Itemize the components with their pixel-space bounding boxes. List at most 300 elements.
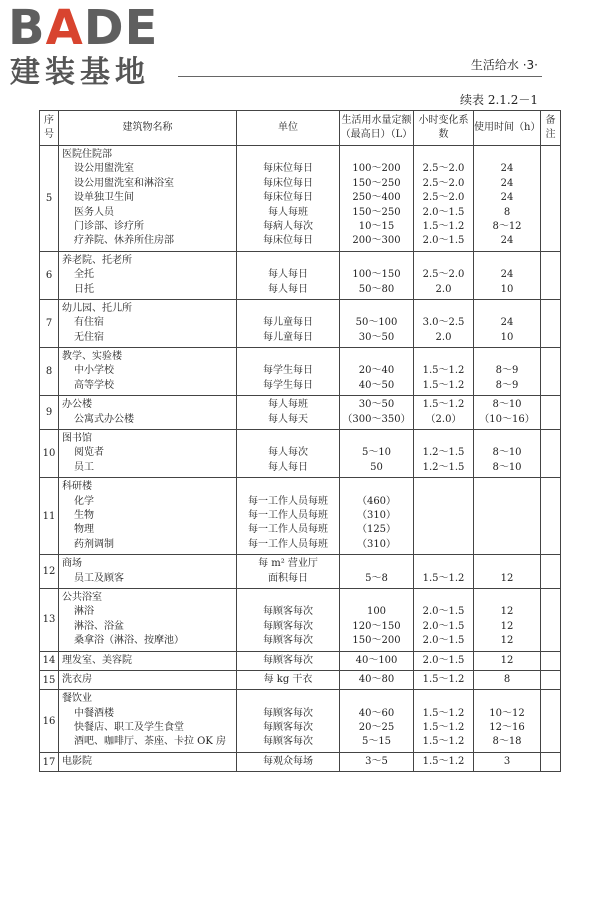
unit-line: 每人每日: [268, 283, 308, 295]
unit-line: 每一工作人员每班: [248, 509, 328, 521]
hours-line: [474, 692, 540, 706]
kh-cell: [414, 348, 474, 396]
name-line: 理发室、美容院: [62, 654, 132, 666]
unit-line: 每人每班: [268, 206, 308, 218]
kh-line: 2.5～2.0: [422, 177, 465, 189]
unit-cell: [237, 146, 340, 252]
name-line: 设单独卫生间: [74, 192, 134, 204]
hours-cell: [474, 670, 541, 689]
hours-line: [474, 591, 540, 605]
hours-line: [474, 495, 540, 509]
name-line: 设公用盥洗室: [74, 163, 134, 175]
header-unit: 单位: [237, 111, 340, 146]
quota-cell: [340, 690, 414, 753]
hours-cell: [474, 478, 541, 555]
name-line: 物理: [74, 524, 94, 536]
header-no: 序号: [40, 111, 59, 146]
kh-line: 1.5～1.2: [422, 673, 465, 685]
quota-line: 20～25: [358, 722, 395, 734]
hours-line: 8～12: [492, 220, 522, 232]
unit-line: 每学生每日: [263, 379, 313, 391]
unit-cell: [237, 430, 340, 478]
remark-cell: [541, 670, 561, 689]
unit-line: 每儿童每日: [263, 331, 313, 343]
name-line: 门诊部、诊疗所: [74, 220, 144, 232]
kh-line: [414, 350, 473, 364]
quota-line: [340, 432, 413, 446]
header-hours: 使用时间（h）: [474, 111, 541, 146]
unit-line: 每顾客每次: [263, 722, 313, 734]
name-line: 图书馆: [62, 433, 92, 445]
hours-line: 12: [500, 606, 514, 618]
quota-cell: [340, 752, 414, 771]
hours-line: 12: [500, 572, 514, 584]
kh-line: 2.5～2.0: [422, 192, 465, 204]
name-cell: [59, 690, 237, 753]
name-line: 公共浴室: [62, 591, 102, 603]
logo-wordmark: BADE: [8, 0, 159, 56]
name-cell: [59, 752, 237, 771]
kh-line: [414, 538, 473, 552]
unit-line: [237, 148, 339, 162]
quota-line: [340, 302, 413, 316]
name-line: 养老院、托老所: [62, 254, 132, 266]
quota-line: 40～80: [358, 673, 395, 685]
quota-line: 50～80: [358, 283, 395, 295]
kh-line: [414, 523, 473, 537]
unit-line: [237, 302, 339, 316]
hours-line: 8: [503, 673, 511, 685]
hours-line: [474, 557, 540, 571]
name-line: 办公楼: [62, 399, 92, 411]
kh-line: [414, 432, 473, 446]
hours-line: [474, 254, 540, 268]
quota-line: （460）: [356, 495, 397, 507]
name-line: 生物: [74, 509, 94, 521]
quota-cell: [340, 348, 414, 396]
hours-line: 24: [500, 235, 514, 247]
hours-line: 8～10: [492, 399, 522, 411]
name-cell: [59, 478, 237, 555]
unit-line: [237, 591, 339, 605]
quota-line: [340, 591, 413, 605]
table-row: [40, 478, 561, 555]
name-cell: [59, 430, 237, 478]
name-cell: [59, 651, 237, 670]
table-row: [40, 430, 561, 478]
name-line: 教学、实验楼: [62, 351, 122, 363]
row-number: 11: [40, 478, 59, 555]
kh-line: [414, 692, 473, 706]
name-cell: [59, 670, 237, 689]
hours-line: [474, 350, 540, 364]
unit-line: 每学生每日: [263, 365, 313, 377]
kh-cell: [414, 752, 474, 771]
kh-line: 1.2～1.5: [422, 447, 465, 459]
kh-cell: [414, 651, 474, 670]
kh-line: （2.0）: [425, 413, 462, 425]
quota-line: 10～15: [358, 220, 395, 232]
kh-cell: [414, 588, 474, 651]
hours-line: 12: [500, 654, 514, 666]
hours-cell: [474, 588, 541, 651]
unit-line: 每顾客每次: [263, 606, 313, 618]
name-line: 洗衣房: [62, 673, 92, 685]
quota-cell: [340, 588, 414, 651]
name-cell: [59, 251, 237, 299]
table-row: [40, 146, 561, 252]
unit-line: 每人每次: [268, 447, 308, 459]
row-number: 14: [40, 651, 59, 670]
name-cell: [59, 588, 237, 651]
quota-line: 150～200: [352, 635, 401, 647]
table-row: [40, 251, 561, 299]
kh-cell: [414, 690, 474, 753]
kh-line: 1.5～1.2: [422, 722, 465, 734]
kh-line: 1.5～1.2: [422, 572, 465, 584]
hours-cell: [474, 299, 541, 347]
remark-cell: [541, 752, 561, 771]
logo-subtitle: 建装基地: [10, 55, 150, 90]
hours-line: [474, 302, 540, 316]
unit-cell: [237, 752, 340, 771]
unit-line: [237, 480, 339, 494]
name-line: 设公用盥洗室和淋浴室: [74, 177, 174, 189]
unit-line: 面积每日: [268, 572, 308, 584]
name-line: 商场: [62, 558, 82, 570]
kh-line: [414, 509, 473, 523]
row-number: 9: [40, 396, 59, 430]
quota-line: 5～8: [365, 572, 388, 584]
hours-cell: [474, 430, 541, 478]
unit-line: 每 kg 干衣: [263, 673, 313, 685]
table-row: [40, 690, 561, 753]
hours-line: 24: [500, 192, 514, 204]
quota-line: 5～15: [361, 736, 392, 748]
remark-cell: [541, 430, 561, 478]
unit-cell: [237, 670, 340, 689]
quota-line: （300～350）: [342, 413, 411, 425]
hours-cell: [474, 146, 541, 252]
quota-cell: [340, 478, 414, 555]
name-cell: [59, 146, 237, 252]
unit-line: 每顾客每次: [263, 635, 313, 647]
table-row: [40, 588, 561, 651]
table-row: [40, 299, 561, 347]
running-head: 生活给水 ·3·: [470, 58, 538, 72]
name-cell: [59, 348, 237, 396]
table-caption: 续表 2.1.2－1: [460, 93, 538, 107]
row-number: 7: [40, 299, 59, 347]
kh-cell: [414, 299, 474, 347]
kh-cell: [414, 396, 474, 430]
quota-cell: [340, 396, 414, 430]
row-number: 12: [40, 555, 59, 589]
hours-line: 8～18: [492, 736, 522, 748]
remark-cell: [541, 348, 561, 396]
hours-line: （10～16）: [479, 413, 535, 425]
header-quota: 生活用水量定额（最高日）（L）: [340, 111, 414, 146]
kh-line: 1.5～1.2: [422, 755, 465, 767]
row-number: 8: [40, 348, 59, 396]
hours-line: 12: [500, 635, 514, 647]
hours-line: [474, 432, 540, 446]
name-cell: [59, 396, 237, 430]
row-number: 15: [40, 670, 59, 689]
unit-line: 每床位每日: [263, 192, 313, 204]
name-line: 快餐店、职工及学生食堂: [74, 722, 184, 734]
kh-cell: [414, 670, 474, 689]
row-number: 13: [40, 588, 59, 651]
remark-cell: [541, 651, 561, 670]
hours-line: [474, 538, 540, 552]
kh-line: 2.0～1.5: [422, 235, 465, 247]
remark-cell: [541, 690, 561, 753]
unit-line: [237, 692, 339, 706]
table-row: [40, 651, 561, 670]
hours-line: 24: [500, 269, 514, 281]
kh-cell: [414, 251, 474, 299]
quota-line: 250～400: [352, 192, 401, 204]
hours-cell: [474, 651, 541, 670]
unit-cell: [237, 555, 340, 589]
table-row: [40, 752, 561, 771]
hours-line: 24: [500, 177, 514, 189]
unit-cell: [237, 299, 340, 347]
hours-line: 8～10: [492, 447, 522, 459]
hours-cell: [474, 555, 541, 589]
unit-line: 每人每天: [268, 413, 308, 425]
unit-line: 每床位每日: [263, 177, 313, 189]
unit-cell: [237, 651, 340, 670]
table-body: [40, 146, 561, 772]
quota-cell: [340, 555, 414, 589]
kh-line: 3.0～2.5: [422, 317, 465, 329]
hours-line: 12～16: [489, 722, 525, 734]
quota-line: 40～60: [358, 707, 395, 719]
name-line: 电影院: [62, 755, 92, 767]
remark-cell: [541, 478, 561, 555]
remark-cell: [541, 251, 561, 299]
unit-line: 每床位每日: [263, 235, 313, 247]
quota-cell: [340, 251, 414, 299]
name-line: 科研楼: [62, 481, 92, 493]
name-line: 公寓式办公楼: [74, 413, 134, 425]
quota-line: 40～100: [355, 654, 398, 666]
name-line: 淋浴、浴盆: [74, 620, 124, 632]
unit-line: 每人每班: [268, 399, 308, 411]
table-row: [40, 555, 561, 589]
quota-line: 30～50: [358, 399, 395, 411]
name-line: 有住宿: [74, 317, 104, 329]
quota-line: 150～250: [352, 177, 401, 189]
unit-cell: [237, 251, 340, 299]
quota-line: 30～50: [358, 331, 395, 343]
kh-line: 2.5～2.0: [422, 269, 465, 281]
quota-line: 150～250: [352, 206, 401, 218]
hours-cell: [474, 752, 541, 771]
kh-cell: [414, 146, 474, 252]
name-line: 医务人员: [74, 206, 114, 218]
quota-line: 100～200: [352, 163, 401, 175]
unit-line: 每病人每次: [263, 220, 313, 232]
unit-line: 每儿童每日: [263, 317, 313, 329]
quota-line: 120～150: [352, 620, 401, 632]
kh-line: 2.0～1.5: [422, 654, 465, 666]
name-line: 桑拿浴（淋浴、按摩池）: [74, 635, 184, 647]
row-number: 5: [40, 146, 59, 252]
name-line: 员工: [74, 461, 94, 473]
name-line: 疗养院、休养所住房部: [74, 235, 174, 247]
quota-line: 50: [370, 461, 383, 473]
name-line: 餐饮业: [62, 693, 92, 705]
kh-cell: [414, 555, 474, 589]
unit-line: 每人每日: [268, 269, 308, 281]
kh-line: 1.5～1.2: [422, 379, 465, 391]
name-cell: [59, 555, 237, 589]
hours-cell: [474, 348, 541, 396]
table-row: [40, 670, 561, 689]
kh-line: 2.5～2.0: [422, 163, 465, 175]
quota-line: 100～150: [352, 269, 401, 281]
hours-cell: [474, 251, 541, 299]
kh-line: 1.5～1.2: [422, 220, 465, 232]
quota-cell: [340, 651, 414, 670]
unit-line: 每一工作人员每班: [248, 538, 328, 550]
quota-line: [340, 254, 413, 268]
hours-line: [474, 148, 540, 162]
hours-line: 8～9: [495, 365, 519, 377]
hours-line: 3: [503, 755, 511, 767]
unit-cell: [237, 588, 340, 651]
kh-cell: [414, 430, 474, 478]
name-line: 酒吧、咖啡厅、茶座、卡拉 OK 房: [74, 736, 227, 748]
unit-line: 每一工作人员每班: [248, 524, 328, 536]
row-number: 17: [40, 752, 59, 771]
kh-line: [414, 591, 473, 605]
remark-cell: [541, 299, 561, 347]
quota-line: 5～10: [361, 447, 392, 459]
unit-line: [237, 350, 339, 364]
hours-line: 24: [500, 317, 514, 329]
kh-line: 1.5～1.2: [422, 399, 465, 411]
hours-cell: [474, 396, 541, 430]
name-line: 中餐酒楼: [74, 707, 114, 719]
hours-line: [474, 523, 540, 537]
hours-line: 8～9: [495, 379, 519, 391]
name-line: 中小学校: [74, 365, 114, 377]
kh-line: 2.0: [435, 331, 452, 343]
header-rule: [178, 76, 542, 77]
header-remark: 备注: [541, 111, 561, 146]
hours-line: 24: [500, 163, 514, 175]
unit-line: 每一工作人员每班: [248, 495, 328, 507]
quota-line: （310）: [356, 509, 397, 521]
name-line: 阅览者: [74, 447, 104, 459]
quota-line: 20～40: [358, 365, 395, 377]
quota-cell: [340, 670, 414, 689]
hours-line: [474, 480, 540, 494]
kh-line: [414, 148, 473, 162]
quota-line: [340, 692, 413, 706]
name-line: 日托: [74, 283, 94, 295]
kh-line: 1.5～1.2: [422, 736, 465, 748]
quota-line: 50～100: [355, 317, 398, 329]
row-number: 6: [40, 251, 59, 299]
table-row: [40, 396, 561, 430]
brand-logo: [8, 2, 178, 94]
quota-line: （310）: [356, 538, 397, 550]
hours-line: 10: [500, 283, 514, 295]
water-quota-table: [39, 110, 561, 772]
quota-cell: [340, 430, 414, 478]
remark-cell: [541, 588, 561, 651]
kh-line: 2.0: [435, 283, 452, 295]
quota-line: （125）: [356, 524, 397, 536]
name-line: 化学: [74, 495, 94, 507]
unit-cell: [237, 690, 340, 753]
name-line: 全托: [74, 269, 94, 281]
quota-line: 40～50: [358, 379, 395, 391]
unit-line: 每顾客每次: [263, 654, 313, 666]
quota-line: [340, 480, 413, 494]
hours-cell: [474, 690, 541, 753]
kh-line: [414, 254, 473, 268]
unit-line: [237, 432, 339, 446]
kh-line: 2.0～1.5: [422, 635, 465, 647]
kh-line: [414, 557, 473, 571]
quota-cell: [340, 146, 414, 252]
remark-cell: [541, 146, 561, 252]
kh-line: [414, 302, 473, 316]
table-row: [40, 348, 561, 396]
unit-line: 每床位每日: [263, 163, 313, 175]
quota-line: [340, 350, 413, 364]
name-line: 淋浴: [74, 606, 94, 618]
kh-line: 1.2～1.5: [422, 461, 465, 473]
kh-line: 1.5～1.2: [422, 707, 465, 719]
unit-line: 每顾客每次: [263, 707, 313, 719]
unit-line: 每顾客每次: [263, 736, 313, 748]
remark-cell: [541, 396, 561, 430]
hours-line: [474, 509, 540, 523]
quota-cell: [340, 299, 414, 347]
unit-cell: [237, 396, 340, 430]
kh-line: [414, 480, 473, 494]
name-cell: [59, 299, 237, 347]
unit-line: 每顾客每次: [263, 620, 313, 632]
name-line: 药剂调制: [74, 538, 114, 550]
quota-line: 3～5: [365, 755, 388, 767]
header-name: 建筑物名称: [59, 111, 237, 146]
kh-cell: [414, 478, 474, 555]
quota-line: 200～300: [352, 235, 401, 247]
unit-line: 每观众每场: [263, 755, 313, 767]
unit-line: 每 m² 营业厅: [258, 558, 318, 570]
name-line: 员工及顾客: [74, 572, 124, 584]
kh-line: 2.0～1.5: [422, 606, 465, 618]
name-line: 高等学校: [74, 379, 114, 391]
hours-line: 10～12: [489, 707, 525, 719]
hours-line: 8: [503, 206, 511, 218]
unit-line: 每人每日: [268, 461, 308, 473]
remark-cell: [541, 555, 561, 589]
header-kh: 小时变化系数: [414, 111, 474, 146]
table-header-row: [40, 111, 561, 146]
quota-line: [340, 557, 413, 571]
name-line: 医院住院部: [62, 149, 112, 160]
row-number: 16: [40, 690, 59, 753]
